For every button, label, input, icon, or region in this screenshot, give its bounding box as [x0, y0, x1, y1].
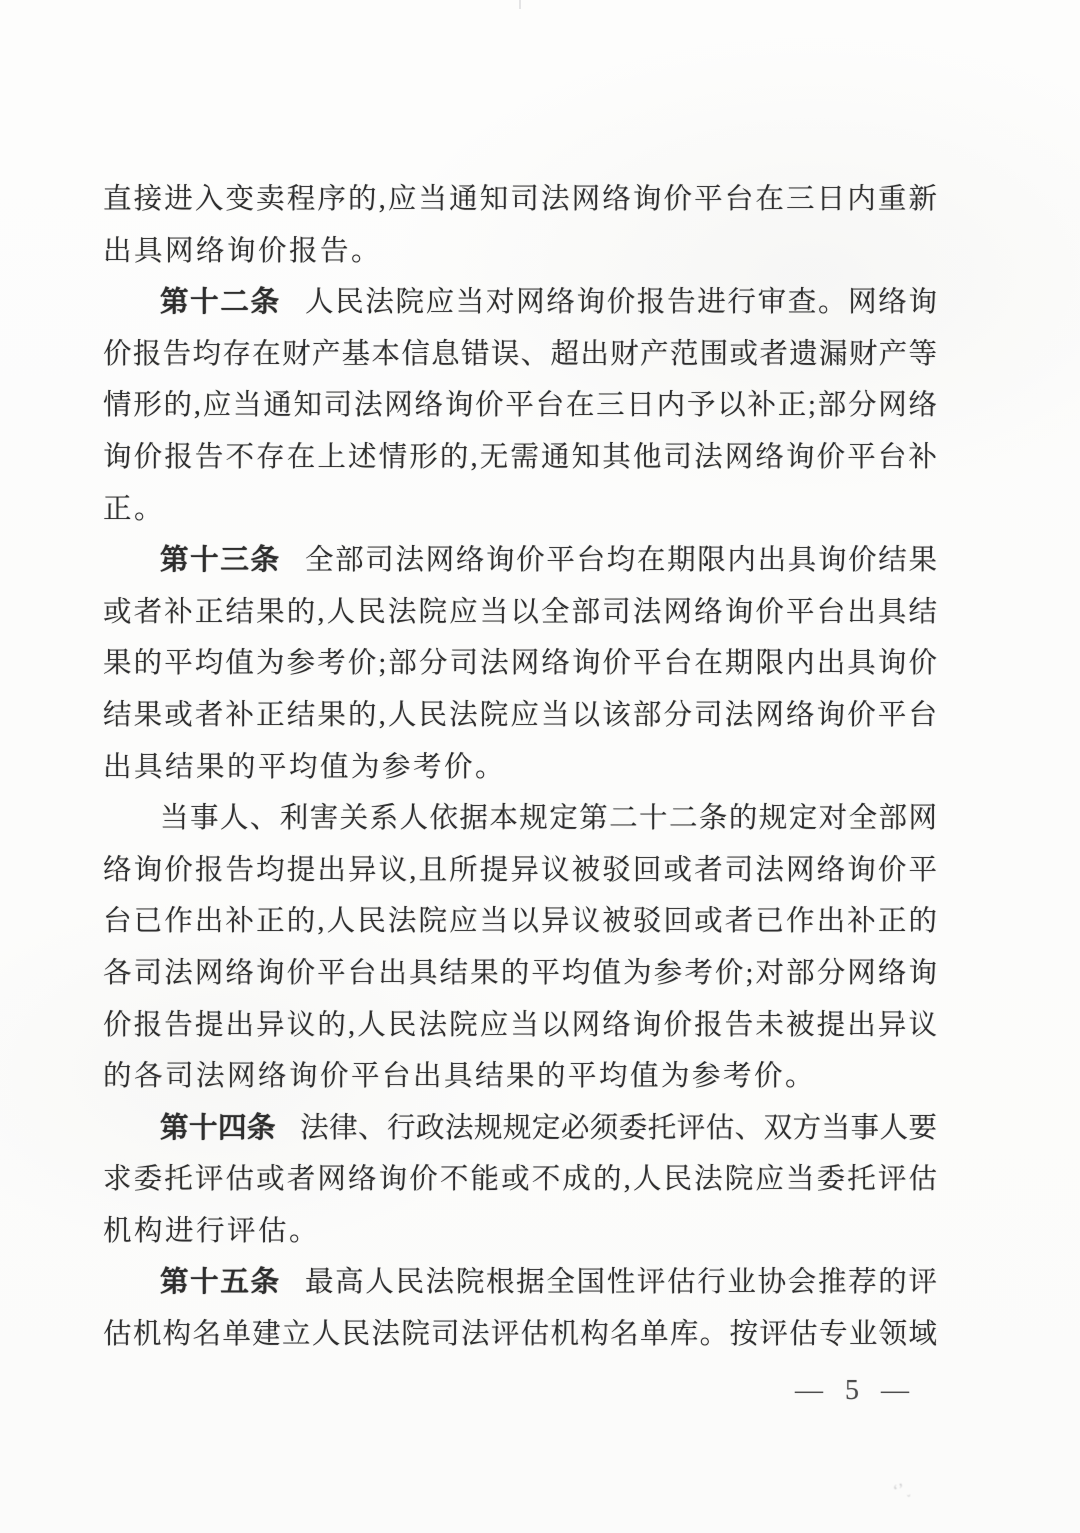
text-line: 正。	[103, 493, 166, 525]
article-number: 第十四条	[160, 1112, 276, 1144]
text-line	[103, 535, 937, 587]
text-line: 情形的,应当通知司法网络询价平台在三日内予以补正;部分网络	[103, 390, 937, 422]
text-line: 果的平均值为参考价;部分司法网络询价平台在期限内出具询价	[103, 648, 937, 680]
article-text: 法律、行政法规规定必须委托评估、双方当事人要	[300, 1112, 937, 1144]
text-line: 求委托评估或者网络询价不能或不成的,人民法院应当委托评估	[103, 1164, 937, 1196]
text-line: 或者补正结果的,人民法院应当以全部司法网络询价平台出具结	[103, 596, 937, 628]
article-number: 第十二条	[160, 287, 281, 319]
text-line	[103, 1257, 937, 1309]
article-text: 最高人民法院根据全国性评估行业协会推荐的评	[304, 1267, 937, 1299]
text-line: 出具网络询价报告。	[103, 235, 383, 267]
text-line: 出具结果的平均值为参考价。	[103, 751, 507, 783]
text-line: 估机构名单建立人民法院司法评估机构名单库。按评估专业领域	[103, 1319, 937, 1351]
text-line: 机构进行评估。	[103, 1215, 321, 1247]
text-block	[103, 174, 937, 1361]
text-line: 价报告均存在财产基本信息错误、超出财产范围或者遗漏财产等	[103, 338, 937, 370]
text-line: 络询价报告均提出异议,且所提异议被驳回或者司法网络询价平	[103, 854, 937, 886]
text-line: 的各司法网络询价平台出具结果的平均值为参考价。	[103, 1061, 817, 1093]
text-line: 当事人、利害关系人依据本规定第二十二条的规定对全部网	[160, 803, 937, 835]
article-number: 第十三条	[160, 545, 281, 577]
text-line	[103, 277, 937, 329]
text-line: 台已作出补正的,人民法院应当以异议被驳回或者已作出补正的	[103, 906, 937, 938]
text-line: 价报告提出异议的,人民法院应当以网络询价报告未被提出异议	[103, 1009, 937, 1041]
page-number: — 5 —	[795, 1375, 910, 1406]
text-line: 询价报告不存在上述情形的,无需通知其他司法网络询价平台补	[103, 441, 937, 473]
scan-speck	[519, 0, 521, 9]
article-text: 全部司法网络询价平台均在期限内出具询价结果	[304, 545, 937, 577]
text-line: 结果或者补正结果的,人民法院应当以该部分司法网络询价平台	[103, 699, 937, 731]
article-number: 第十五条	[160, 1267, 281, 1299]
scan-artifact: ʻʼ˯	[891, 1478, 912, 1501]
text-line: 各司法网络询价平台出具结果的平均值为参考价;对部分网络询	[103, 957, 937, 989]
text-line: 直接进入变卖程序的,应当通知司法网络询价平台在三日内重新	[103, 184, 937, 215]
article-text: 人民法院应当对网络询价报告进行审查。网络询	[304, 287, 937, 319]
text-line	[103, 1103, 937, 1155]
